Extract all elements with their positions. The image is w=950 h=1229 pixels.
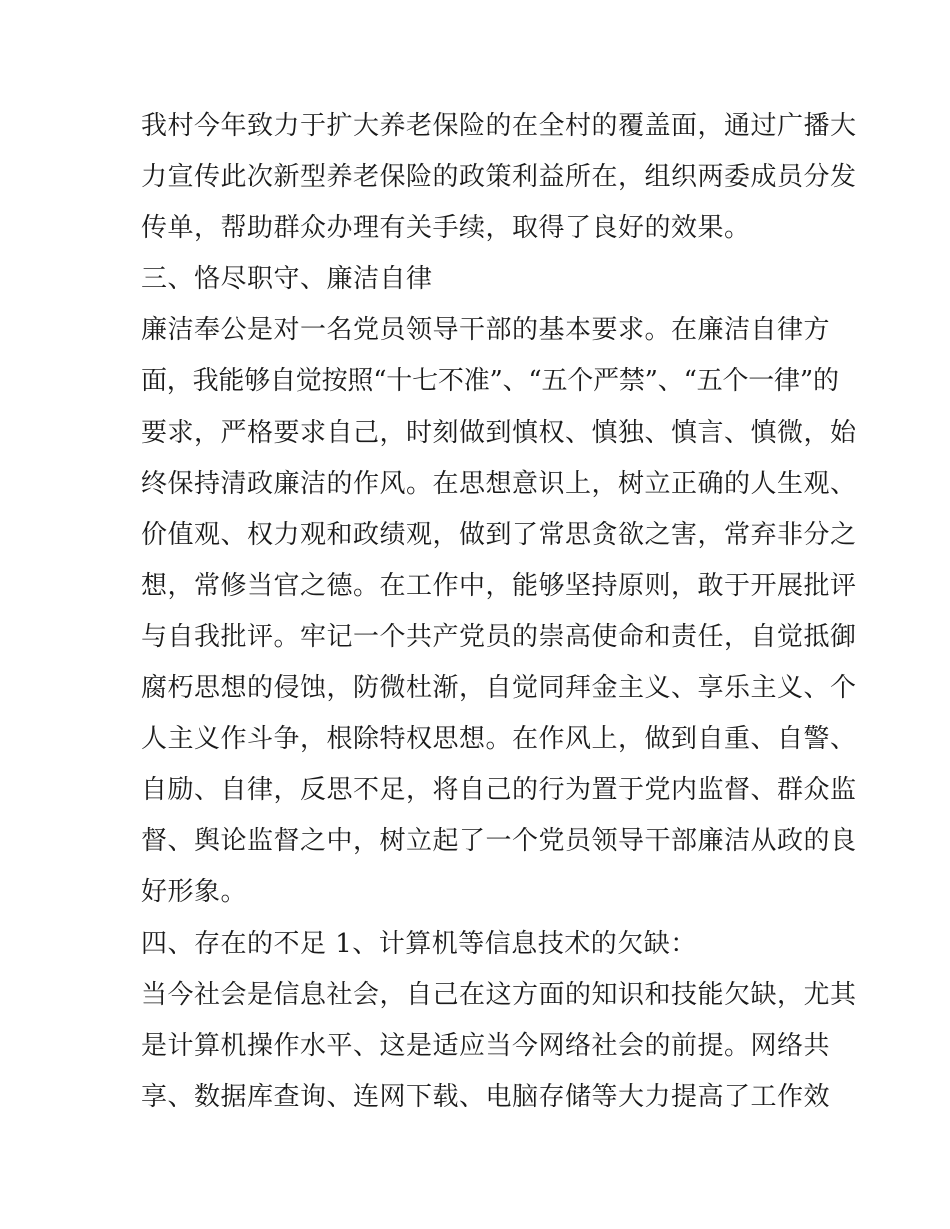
paragraph-line: 力宣传此次新型养老保险的政策利益所在，组织两委成员分发 bbox=[141, 162, 857, 193]
paragraph-line: 自励、自律，反思不足，将自己的行为置于党内监督、群众监 bbox=[141, 775, 857, 806]
paragraph-line: 价值观、权力观和政绩观，做到了常思贪欲之害，常弃非分之 bbox=[141, 519, 857, 550]
paragraph-line: 享、数据库查询、连网下载、电脑存储等大力提高了工作效 bbox=[141, 1081, 831, 1112]
section-heading: 三、恪尽职守、廉洁自律 bbox=[141, 264, 433, 295]
document-body bbox=[141, 101, 857, 1123]
paragraph-line: 人主义作斗争，根除特权思想。在作风上，做到自重、自警、 bbox=[141, 724, 857, 755]
paragraph-line: 与自我批评。牢记一个共产党员的崇高使命和责任，自觉抵御 bbox=[141, 621, 857, 652]
paragraph-line: 是计算机操作水平、这是适应当今网络社会的前提。网络共 bbox=[141, 1030, 831, 1061]
paragraph-line: 腐朽思想的侵蚀，防微杜渐，自觉同拜金主义、享乐主义、个 bbox=[141, 673, 857, 704]
paragraph-line: 当今社会是信息社会，自己在这方面的知识和技能欠缺，尤其 bbox=[141, 979, 857, 1010]
paragraph-line: 想，常修当官之德。在工作中，能够坚持原则，敢于开展批评 bbox=[141, 570, 857, 601]
paragraph-line: 终保持清政廉洁的作风。在思想意识上，树立正确的人生观、 bbox=[141, 468, 857, 499]
paragraph-line: 我村今年致力于扩大养老保险的在全村的覆盖面，通过广播大 bbox=[141, 111, 857, 141]
paragraph-line: 传单，帮助群众办理有关手续，取得了良好的效果。 bbox=[141, 213, 751, 244]
paragraph-line: 好形象。 bbox=[141, 877, 248, 908]
paragraph-line: 要求，严格要求自己，时刻做到慎权、慎独、慎言、慎微，始 bbox=[141, 417, 857, 448]
paragraph-line: 督、舆论监督之中，树立起了一个党员领导干部廉洁从政的良 bbox=[141, 826, 857, 857]
section-heading: 四、存在的不足 1、计算机等信息技术的欠缺： bbox=[141, 928, 697, 959]
paragraph-line: 面，我能够自觉按照“十七不准”、“五个严禁”、“五个一律”的 bbox=[141, 366, 839, 397]
paragraph-line: 廉洁奉公是对一名党员领导干部的基本要求。在廉洁自律方 bbox=[141, 315, 831, 346]
